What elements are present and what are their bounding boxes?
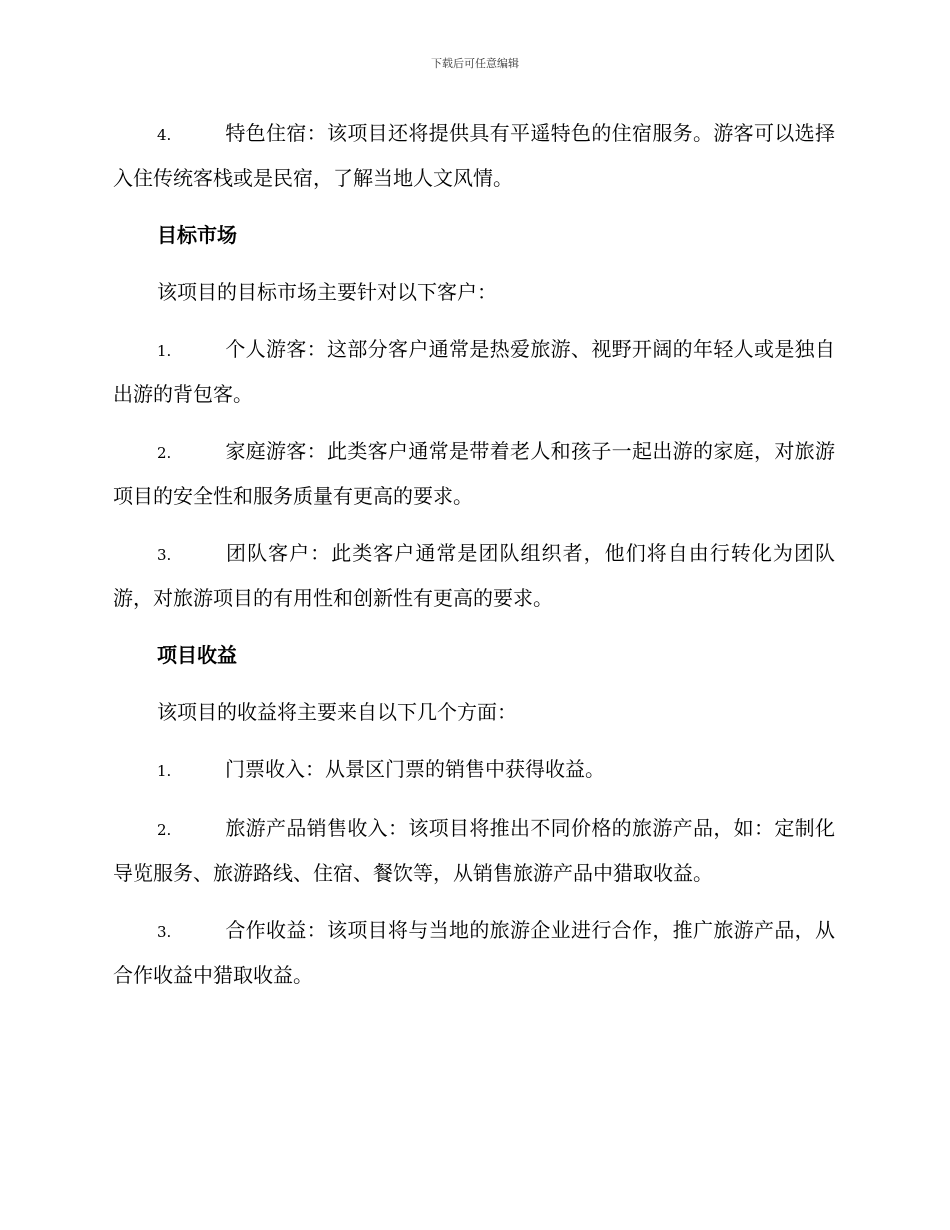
- list-item-ticket-revenue: [113, 748, 835, 793]
- section-heading-target-market: 目标市场: [157, 223, 237, 247]
- list-item-text: 个人游客：这部分客户通常是热爱旅游、视野开阔的年轻人或是独自出游的背包客。: [113, 337, 835, 406]
- list-item-text: 旅游产品销售收入：该项目将推出不同价格的旅游产品，如：定制化导览服务、旅游路线、住宿、餐饮等，从销售旅游产品中猎取收益。: [113, 816, 835, 885]
- list-number: 2.: [157, 444, 172, 462]
- page-header: 下载后可任意编辑: [431, 57, 519, 70]
- document-body: [113, 112, 835, 1011]
- paragraph-revenue-intro: 该项目的收益将主要来自以下几个方面：: [157, 700, 517, 724]
- list-item-individual-tourists: [113, 328, 835, 416]
- list-item-text: 门票收入：从景区门票的销售中获得收益。: [225, 757, 605, 781]
- list-item-partnership-revenue: [113, 909, 835, 997]
- list-number: 2.: [157, 821, 172, 839]
- list-item-featured-lodging: [113, 112, 835, 200]
- list-number: 3.: [157, 923, 172, 941]
- list-item-family-tourists: [113, 430, 835, 518]
- list-item-text: 团队客户：此类客户通常是团队组织者，他们将自由行转化为团队游，对旅游项目的有用性和创新性有更高的要求。: [113, 541, 835, 610]
- paragraph-target-market-intro: 该项目的目标市场主要针对以下客户：: [157, 280, 497, 304]
- list-item-text: 家庭游客：此类客户通常是带着老人和孩子一起出游的家庭，对旅游项目的安全性和服务质量有更高的要求。: [113, 439, 835, 508]
- list-item-group-clients: [113, 532, 835, 620]
- list-number: 1.: [157, 342, 172, 360]
- list-number: 1.: [157, 762, 172, 780]
- section-heading-project-revenue: 项目收益: [157, 643, 237, 667]
- list-item-text: 合作收益：该项目将与当地的旅游企业进行合作，推广旅游产品，从合作收益中猎取收益。: [113, 918, 835, 987]
- list-number: 3.: [157, 546, 172, 564]
- list-item-text: 特色住宿：该项目还将提供具有平遥特色的住宿服务。游客可以选择入住传统客栈或是民宿，了解当地人文风情。: [113, 121, 835, 190]
- list-number: 4.: [157, 126, 172, 144]
- list-item-product-sales-revenue: [113, 807, 835, 895]
